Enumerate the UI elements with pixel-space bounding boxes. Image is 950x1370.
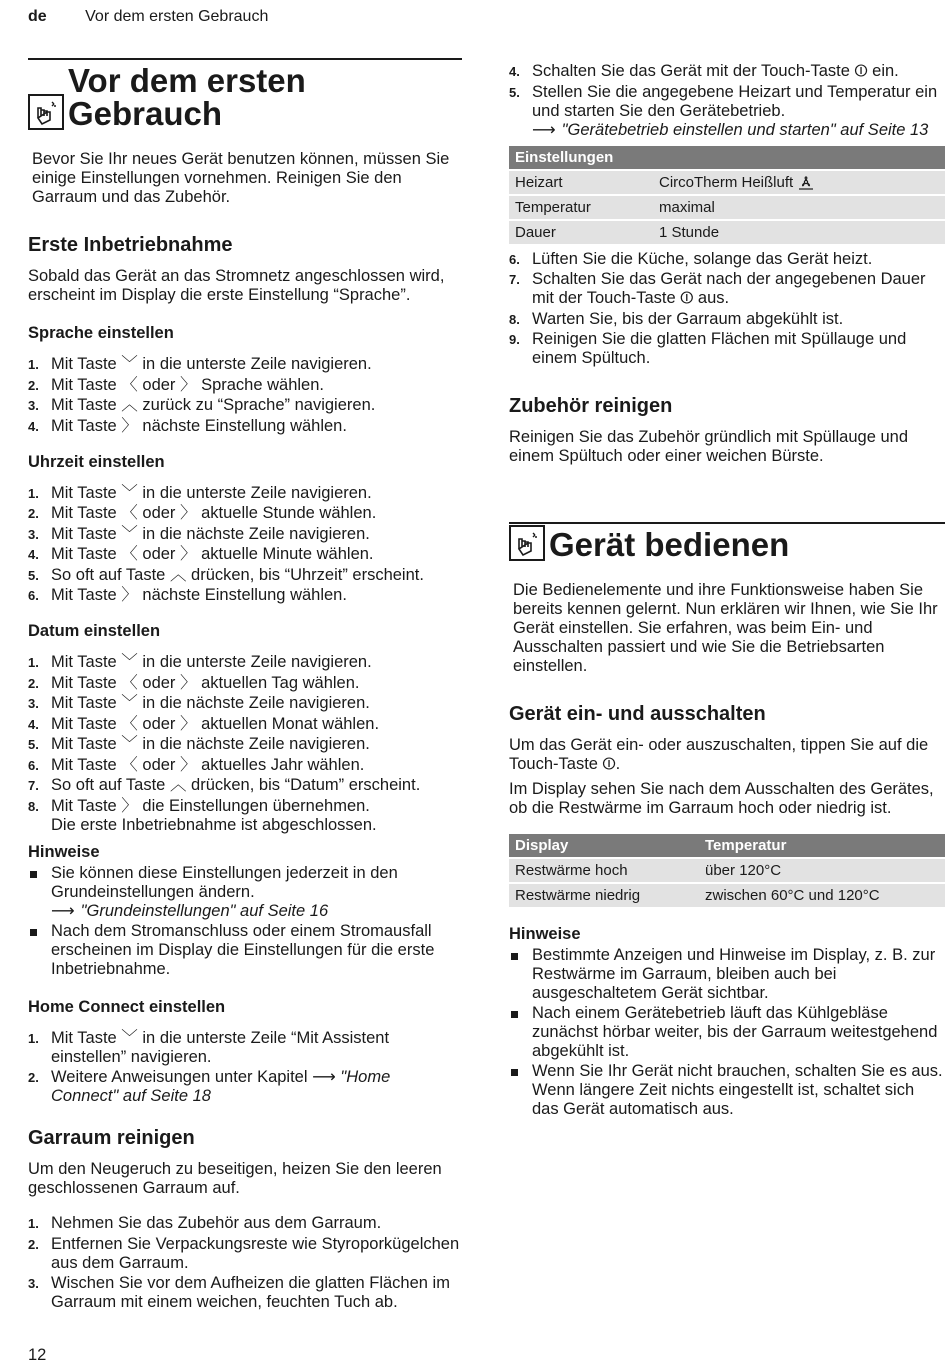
list-item: 3. Wischen Sie vor dem Aufheizen die glatten Flächen im Garraum mit einem weichen, feuchten Tuch ab. [28,1274,450,1311]
list-item: 5. Stellen Sie die angegebene Heizart und Temperatur ein und starten Sie den Gerätebetrieb. ⟶ "Gerätebetrieb einstellen und starten" auf Seite 13 [509,83,945,140]
cross-reference[interactable]: ⟶ "Gerätebetrieb einstellen und starten" auf Seite 13 [532,120,929,139]
arrow-right-icon: ⟶ [532,120,556,139]
steps-home-connect [28,1029,462,1107]
list-item: 4. Schalten Sie das Gerät mit der Touch-Taste ⏼ ein. [509,62,899,80]
cross-reference[interactable]: ⟶ "Grundeinstellungen" auf Seite 16 [51,901,329,920]
list-item: 4. Mit Taste 〈 oder 〉 aktuelle Minute wählen. [28,545,374,563]
list-item: 1. Mit Taste ﹀ in die unterste Zeile navigieren. [28,653,372,671]
table-row: Temperatur maximal [509,195,945,220]
table-header: Display [509,834,699,858]
subsection-heading: Sprache einstellen [28,324,174,342]
chapter-title: Vor dem ersten Gebrauch [68,62,306,132]
list-item: Nach einem Gerätebetrieb läuft das Kühlgebläse zunächst hörbar weiter, bis der Garraum weitestgehend abgekühlt ist. [509,1004,945,1061]
section-heading: Gerät ein- und ausschalten [509,703,766,725]
list-item: Nach dem Stromanschluss oder einem Stromausfall erscheinen im Display die Einstellungen für die erste Inbetriebnahme. [28,922,462,979]
chapter-intro: Die Bedienelemente und ihre Funktionsweise haben Sie bereits kennen gelernt. Nun erklären wir Ihnen, wie Sie Ihr Gerät einstellen. Sie erfahren, was beim Ein- und Ausschalten passiert und wie Sie die Betriebsarten einstellen. [513,581,938,675]
chapter-heading-operation [509,522,945,561]
list-item: 9. Reinigen Sie die glatten Flächen mit Spüllauge und einem Spültuch. [509,330,907,367]
list-item: 1. Mit Taste ﹀ in die unterste Zeile navigieren. [28,483,372,502]
left-column [28,58,462,1328]
section-text: Reinigen Sie das Zubehör gründlich mit Spüllauge und einem Spültuch oder einer weichen Bürste. [509,428,909,465]
table-row: Restwärme hoch über 120°C [509,858,945,883]
step-result: Die erste Inbetriebnahme ist abgeschlossen. [51,815,377,834]
steps-garraum [28,1214,462,1312]
page-header [28,8,268,26]
steps-garraum-final [509,250,945,369]
section-text: Sobald das Gerät an das Stromnetz angeschlossen wird, erscheint im Display die erste Einstellung “Sprache”. [28,267,445,304]
list-item: 4. Mit Taste 〉 nächste Einstellung wählen. [28,416,347,435]
notes-heading: Hinweise [28,842,100,861]
steps-sprache [28,355,462,436]
list-item: 1. Nehmen Sie das Zubehör aus dem Garraum. [28,1214,382,1232]
list-item: 3. Mit Taste ︿ zurück zu “Sprache” navigieren. [28,396,376,414]
list-item: 5. Mit Taste ﹀ in die nächste Zeile navigieren. [28,735,370,753]
section-text: Im Display sehen Sie nach dem Ausschalten des Gerätes, ob die Restwärme im Garraum hoch oder niedrig ist. [509,780,934,817]
list-item: 7. Schalten Sie das Gerät nach der angegebenen Dauer mit der Touch-Taste ⏼ aus. [509,270,926,307]
chapter-title: Gerät bedienen [549,526,790,563]
notes-list [509,946,945,1119]
language-code: de [28,8,47,25]
list-item: 2. Entfernen Sie Verpackungsreste wie Styroporkügelchen aus dem Garraum. [28,1234,460,1272]
notes-heading: Hinweise [509,925,581,943]
list-item: 2. Mit Taste 〈 oder 〉 Sprache wählen. [28,375,324,394]
list-item: 6. Lüften Sie die Küche, solange das Gerät heizt. [509,249,873,268]
section-heading: Zubehör reinigen [509,395,673,417]
subsection-heading: Home Connect einstellen [28,997,226,1016]
table-header: Temperatur [699,834,945,858]
list-item: Sie können diese Einstellungen jederzeit in den Grundeinstellungen ändern. ⟶ "Grundeinstellungen" auf Seite 16 [28,864,462,921]
steps-uhrzeit [28,484,462,606]
table-row: Heizart CircoTherm Heißluft [509,170,945,195]
list-item: Wenn Sie Ihr Gerät nicht brauchen, schalten Sie es aus. Wenn längere Zeit nichts eingestellt ist, schaltet sich das Gerät automatisch aus. [509,1062,945,1119]
list-item: 3. Mit Taste ﹀ in die nächste Zeile navigieren. [28,524,370,543]
steps-datum [28,653,462,835]
list-item: 5. So oft auf Taste ︿ drücken, bis “Uhrzeit” erscheint. [28,565,424,584]
arrow-right-icon: ⟶ [51,901,75,920]
chapter-intro: Bevor Sie Ihr neues Gerät benutzen können, müssen Sie einige Einstellungen vornehmen. Reinigen Sie den Garraum und das Zubehör. [32,150,450,206]
table-header: Einstellungen [509,146,945,170]
list-item: 6. Mit Taste 〈 oder 〉 aktuelles Jahr wählen. [28,755,365,774]
list-item: 2. Mit Taste 〈 oder 〉 aktuellen Tag wählen. [28,673,360,692]
section-text: Um das Gerät ein- oder auszuschalten, tippen Sie auf die Touch-Taste ⏼. [509,736,929,773]
page-number: 12 [28,1346,47,1364]
hand-touch-icon [509,525,545,561]
table-row: Restwärme niedrig zwischen 60°C und 120°C [509,883,945,908]
subsection-heading: Datum einstellen [28,622,161,640]
list-item: 7. So oft auf Taste ︿ drücken, bis “Datum” erscheint. [28,776,421,794]
section-text: Um den Neugeruch zu beseitigen, heizen Sie den leeren geschlossenen Garraum auf. [28,1160,442,1197]
table-row: Dauer 1 Stunde [509,220,945,245]
fan-icon [797,174,815,191]
chapter-heading-first-use [28,58,462,130]
settings-table [509,146,945,246]
arrow-right-icon: ⟶ [312,1068,336,1086]
list-item: 4. Mit Taste 〈 oder 〉 aktuellen Monat wählen. [28,714,380,733]
cross-reference[interactable]: "Home Connect" auf Seite 18 [51,1068,391,1105]
list-item: 1. Mit Taste ﹀ in die unterste Zeile “Mit Assistent einstellen” navigieren. [28,1028,390,1066]
right-column [509,62,945,1133]
list-item: 1. Mit Taste ﹀ in die unterste Zeile navigieren. [28,355,372,373]
list-item: 2. Weitere Anweisungen unter Kapitel ⟶ "Home Connect" auf Seite 18 [28,1068,391,1105]
section-heading: Erste Inbetriebnahme [28,234,233,256]
notes-list [28,864,462,979]
list-item: 8. Warten Sie, bis der Garraum abgekühlt ist. [509,309,844,328]
list-item: 6. Mit Taste 〉 nächste Einstellung wählen. [28,586,347,604]
list-item: 2. Mit Taste 〈 oder 〉 aktuelle Stunde wählen. [28,504,377,522]
steps-garraum-continued [509,62,945,140]
section-heading: Garraum reinigen [28,1127,195,1149]
list-item: Bestimmte Anzeigen und Hinweise im Display, z. B. zur Restwärme im Garraum, bleiben auch bei ausgeschaltetem Gerät sichtbar. [509,946,945,1003]
list-item: 3. Mit Taste ﹀ in die nächste Zeile navigieren. [28,694,370,712]
hand-touch-icon [28,94,64,130]
residual-heat-table [509,834,945,909]
running-title: Vor dem ersten Gebrauch [85,8,269,25]
subsection-heading: Uhrzeit einstellen [28,452,165,471]
list-item: 8. Mit Taste 〉 die Einstellungen übernehmen. Die erste Inbetriebnahme ist abgeschlossen. [28,796,377,834]
